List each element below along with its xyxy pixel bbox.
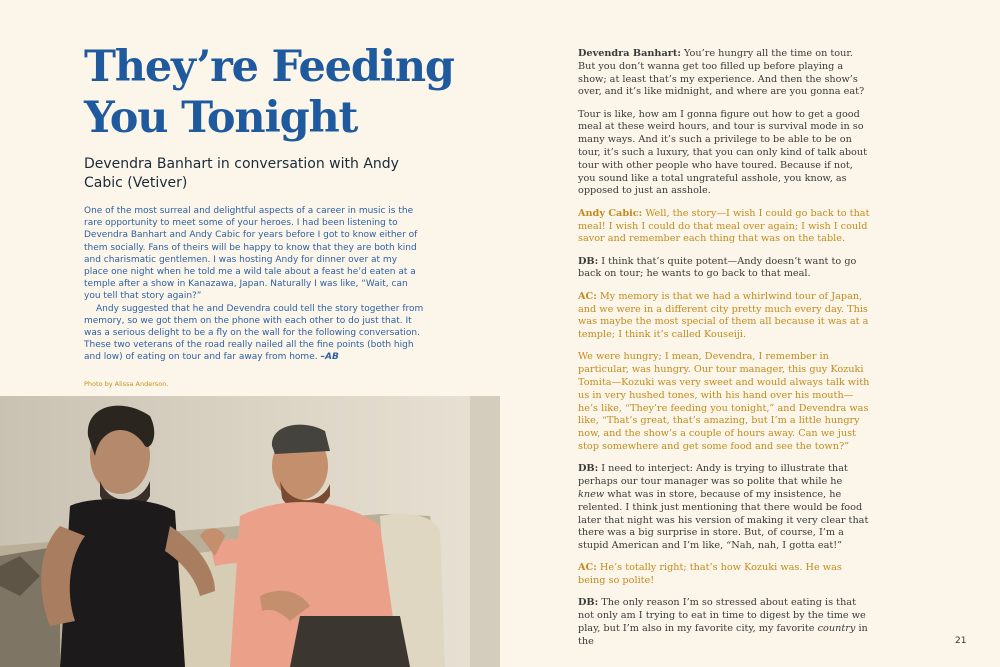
intro-paragraph: One of the most surreal and delightful aspects of a career in music is the rare opportunity to meet some of your heroes. I had been listening to Devendra Banhart and Andy Cabic for years before I got to know either of them socially. Fans of theirs will be happy to know that they are both kind and charismatic gentlemen. I was hosting Andy for dinner over at my place one night when he told me a wild tale about a feast he’d eaten at a temple after a show in Kanazawa, Japan. Naturally I was like, “Wait, can you tell that story again?”: [84, 206, 418, 302]
speaker-label: AC:: [578, 562, 597, 574]
intro-paragraph: Andy suggested that he and Devendra could tell the story together from memory, so we got them on the phone with each other to do just that. It was a serious delight to be a fly on the wall for the following conversation. These two veterans of the road really nailed all the fine points (both high and low) of eating on tour and far away from home. –AB: [84, 303, 424, 363]
paragraph-devendra: DB: I think that’s quite potent—Andy doesn’t want to go back on tour; he wants to go back to that meal.: [578, 255, 857, 280]
speaker-label: Devendra Banhart:: [578, 48, 681, 59]
article-subtitle: Devendra Banhart in conversation with Andy Cabic (Vetiver): [84, 156, 399, 191]
paragraph-andy: We were hungry; I mean, Devendra, I remember in particular, was hungry. Our tour manager, this guy Kozuki Tomita—Kozuki was very sweet and would always talk with us in very hushed tones, with his hand over his mouth—he’s like, “They’re feeding you tonight,” and Devendra was like, “That’s great, that’s amazing, but I’m a little hungry now, and the show’s a couple of hours away. Can we just stop somewhere and get some food and see the town?”: [578, 351, 870, 453]
paragraph-andy: Andy Cabic: Well, the story—I wish I could go back to that meal! I wish I could do that meal over again; I wish I could savor and remember each thing that was on the table.: [578, 207, 870, 245]
paragraph-devendra: Tour is like, how am I gonna figure out how to get a good meal at these weird hours, and tour is survival mode in so many ways. And it’s such a privilege to be able to be on tour, it’s such a luxury, that you can only kind of talk about tour with other people who have toured. Because if not, you sound like a total ungrateful asshole, you know, as opposed to just an asshole.: [578, 108, 868, 197]
paragraph-devendra: DB: I need to interject: Andy is trying to illustrate that perhaps our tour manager was so polite that while he knew what was in store, because of my insistence, he relented. I think just mentioning that there would be food later that night was his version of making it very clear that there was a big surprise in store. But, of course, I’m a stupid American and I’m like, “Nah, nah, I gotta eat!”: [578, 463, 869, 552]
right-page: [500, 0, 1000, 667]
paragraph-andy: AC: He’s totally right; that’s how Kozuki was. He was being so polite!: [578, 562, 842, 587]
article-title: They’re Feeding You Tonight: [84, 42, 454, 143]
paragraph-andy: AC: My memory is that we had a whirlwind tour of Japan, and we were in a different city pretty much every day. This was maybe the most special of them all because it was at a temple; I think it’s called Kouseiji.: [578, 290, 869, 341]
speaker-label: DB:: [578, 463, 599, 475]
interview-text: [578, 48, 870, 658]
photo-credit: Photo by Alissa Anderson.: [84, 380, 169, 388]
speaker-label: DB:: [578, 255, 599, 267]
speaker-label: Andy Cabic:: [578, 207, 643, 219]
paragraph-devendra: Devendra Banhart: You’re hungry all the time on tour. But you don’t wanna get too filled up before playing a show; at least that’s my experience. And then the show’s over, and it’s like midnight, and where are you gonna eat?: [578, 48, 865, 98]
speaker-label: AC:: [578, 290, 597, 302]
speaker-label: DB:: [578, 597, 599, 609]
editor-signature: –AB: [320, 352, 339, 363]
photo-illustration: [0, 396, 500, 667]
paragraph-devendra: DB: The only reason I’m so stressed about eating is that not only am I trying to eat in time to digest by the time we play, but I’m also in my favorite city, my favorite country in the: [578, 597, 868, 647]
photo-two-musicians: [0, 396, 500, 667]
intro-text: [84, 205, 424, 364]
page-number: 21: [955, 636, 967, 646]
